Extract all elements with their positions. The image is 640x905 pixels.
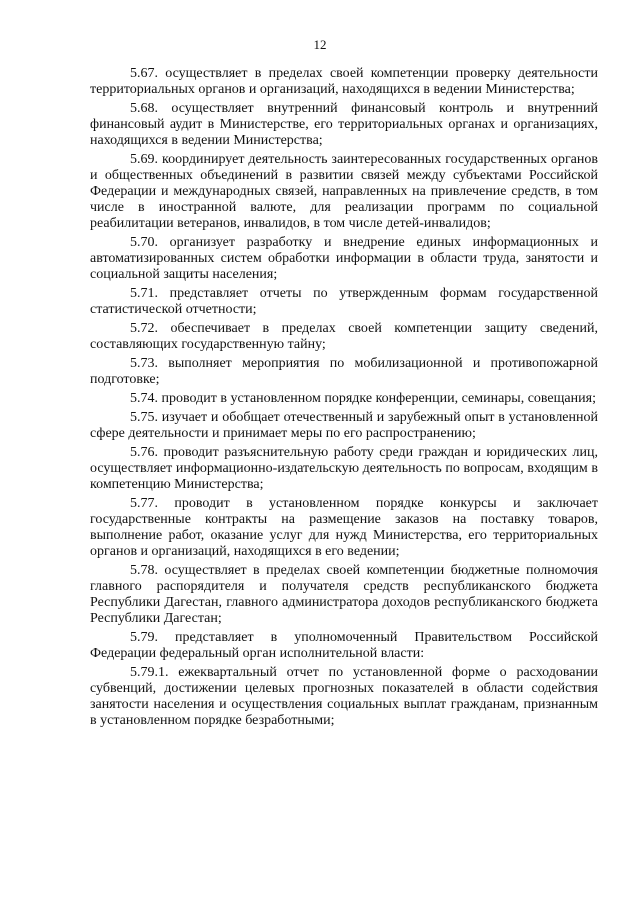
paragraph-5-69: 5.69. координирует деятельность заинтересованных государственных органов и общественных объединений в развитии связей между субъектами Российской Федерации и международных связей, направленных на привлечение средств, в том числе в иностранной валюте, для реализации программ по социальной реабилитации ветеранов, инвалидов, в том числе детей-инвалидов; — [90, 152, 598, 231]
paragraph-5-67: 5.67. осуществляет в пределах своей компетенции проверку деятельности территориальных органов и организаций, находящихся в ведении Министерства; — [90, 66, 598, 97]
paragraph-5-70: 5.70. организует разработку и внедрение единых информационных и автоматизированных систем обработки информации в области труда, занятости и социальной защиты населения; — [90, 235, 598, 282]
paragraph-5-72: 5.72. обеспечивает в пределах своей компетенции защиту сведений, составляющих государственную тайну; — [90, 321, 598, 352]
paragraph-5-75: 5.75. изучает и обобщает отечественный и зарубежный опыт в установленной сфере деятельности и принимает меры по его распространению; — [90, 410, 598, 441]
paragraph-5-77: 5.77. проводит в установленном порядке конкурсы и заключает государственные контракты на размещение заказов на поставку товаров, выполнение работ, оказание услуг для нужд Министерства, его территориальных органов и организаций, находящихся в его ведении; — [90, 496, 598, 559]
paragraph-5-68: 5.68. осуществляет внутренний финансовый контроль и внутренний финансовый аудит в Министерстве, его территориальных органах и организациях, находящихся в ведении Министерства; — [90, 101, 598, 148]
paragraph-5-79-1: 5.79.1. ежеквартальный отчет по установленной форме о расходовании субвенций, достижении целевых прогнозных показателей в области содействия занятости населения и осуществления социальных выплат гражданам, признанным в установленном порядке безработными; — [90, 665, 598, 728]
paragraph-5-71: 5.71. представляет отчеты по утвержденным формам государственной статистической отчетности; — [90, 286, 598, 317]
paragraph-5-73: 5.73. выполняет мероприятия по мобилизационной и противопожарной подготовке; — [90, 356, 598, 387]
paragraph-5-74: 5.74. проводит в установленном порядке конференции, семинары, совещания; — [130, 391, 596, 406]
paragraph-5-78: 5.78. осуществляет в пределах своей компетенции бюджетные полномочия главного распорядителя и получателя средств республиканского бюджета Республики Дагестан, главного администратора доходов республиканского бюджета Республики Дагестан; — [90, 563, 598, 626]
page-number: 12 — [313, 37, 327, 52]
paragraph-5-76: 5.76. проводит разъяснительную работу среди граждан и юридических лиц, осуществляет информационно-издательскую деятельность по вопросам, входящим в компетенцию Министерства; — [90, 445, 598, 492]
document-body — [90, 66, 598, 729]
paragraph-5-79: 5.79. представляет в уполномоченный Правительством Российской Федерации федеральный орган исполнительной власти: — [90, 630, 598, 661]
